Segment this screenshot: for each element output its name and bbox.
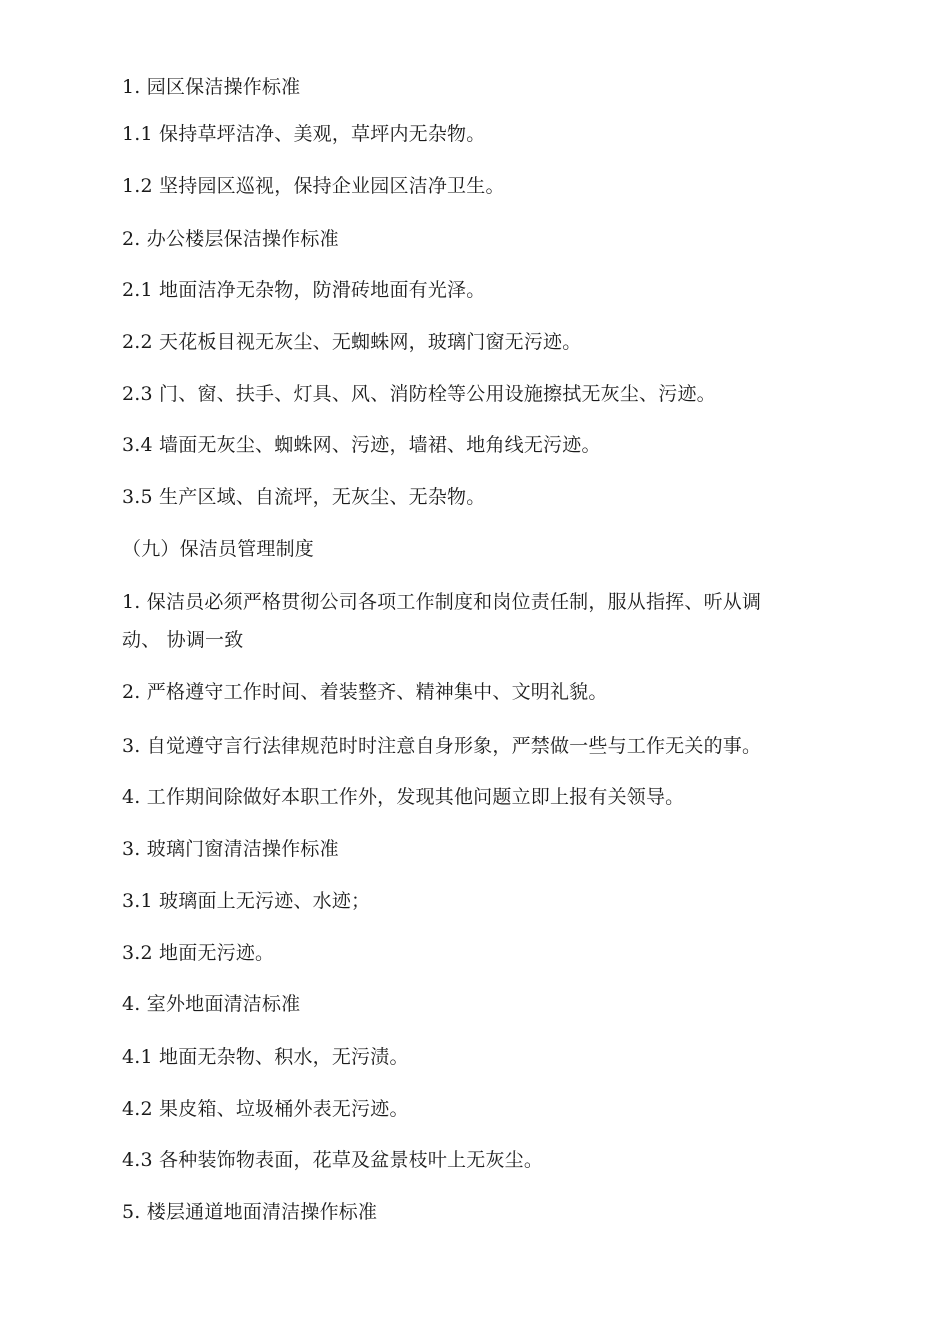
item-1-2: 1.2 坚持园区巡视，保持企业园区洁净卫生。 bbox=[122, 175, 505, 197]
rule-2: 2. 严格遵守工作时间、着装整齐、精神集中、文明礼貌。 bbox=[122, 681, 608, 703]
item-2-2: 2.2 天花板目视无灰尘、无蜘蛛网，玻璃门窗无污迹。 bbox=[122, 331, 582, 353]
item-3-5: 3.5 生产区域、自流坪，无灰尘、无杂物。 bbox=[122, 486, 486, 508]
rule-3: 3. 自觉遵守言行法律规范时时注意自身形象，严禁做一些与工作无关的事。 bbox=[122, 735, 762, 757]
heading-2-office-floor: 2. 办公楼层保洁操作标准 bbox=[122, 228, 339, 250]
heading-5-corridor-floor: 5. 楼层通道地面清洁操作标准 bbox=[122, 1201, 378, 1223]
item-2-3: 2.3 门、窗、扶手、灯具、风、消防栓等公用设施擦拭无灰尘、污迹。 bbox=[122, 383, 716, 405]
rule-4: 4. 工作期间除做好本职工作外，发现其他问题立即上报有关领导。 bbox=[122, 786, 685, 808]
item-4-1: 4.1 地面无杂物、积水，无污渍。 bbox=[122, 1046, 409, 1068]
heading-1-park-cleaning: 1. 园区保洁操作标准 bbox=[122, 76, 301, 98]
item-2-1: 2.1 地面洁净无杂物，防滑砖地面有光泽。 bbox=[122, 279, 486, 301]
item-3-1: 3.1 玻璃面上无污迹、水迹； bbox=[122, 890, 371, 912]
section-heading-9: （九）保洁员管理制度 bbox=[122, 538, 315, 560]
item-3-4: 3.4 墙面无灰尘、蜘蛛网、污迹，墙裙、地角线无污迹。 bbox=[122, 434, 601, 456]
rule-1-line-1: 1. 保洁员必须严格贯彻公司各项工作制度和岗位责任制，服从指挥、听从调 bbox=[122, 591, 762, 613]
rule-1-line-2: 动、 协调一致 bbox=[122, 629, 244, 651]
item-3-2: 3.2 地面无污迹。 bbox=[122, 942, 275, 964]
heading-3-glass-cleaning: 3. 玻璃门窗清洁操作标准 bbox=[122, 838, 339, 860]
item-4-3: 4.3 各种装饰物表面，花草及盆景枝叶上无灰尘。 bbox=[122, 1149, 544, 1171]
item-4-2: 4.2 果皮箱、垃圾桶外表无污迹。 bbox=[122, 1098, 409, 1120]
item-1-1: 1.1 保持草坪洁净、美观，草坪内无杂物。 bbox=[122, 123, 486, 145]
heading-4-outdoor-ground: 4. 室外地面清洁标准 bbox=[122, 993, 301, 1015]
